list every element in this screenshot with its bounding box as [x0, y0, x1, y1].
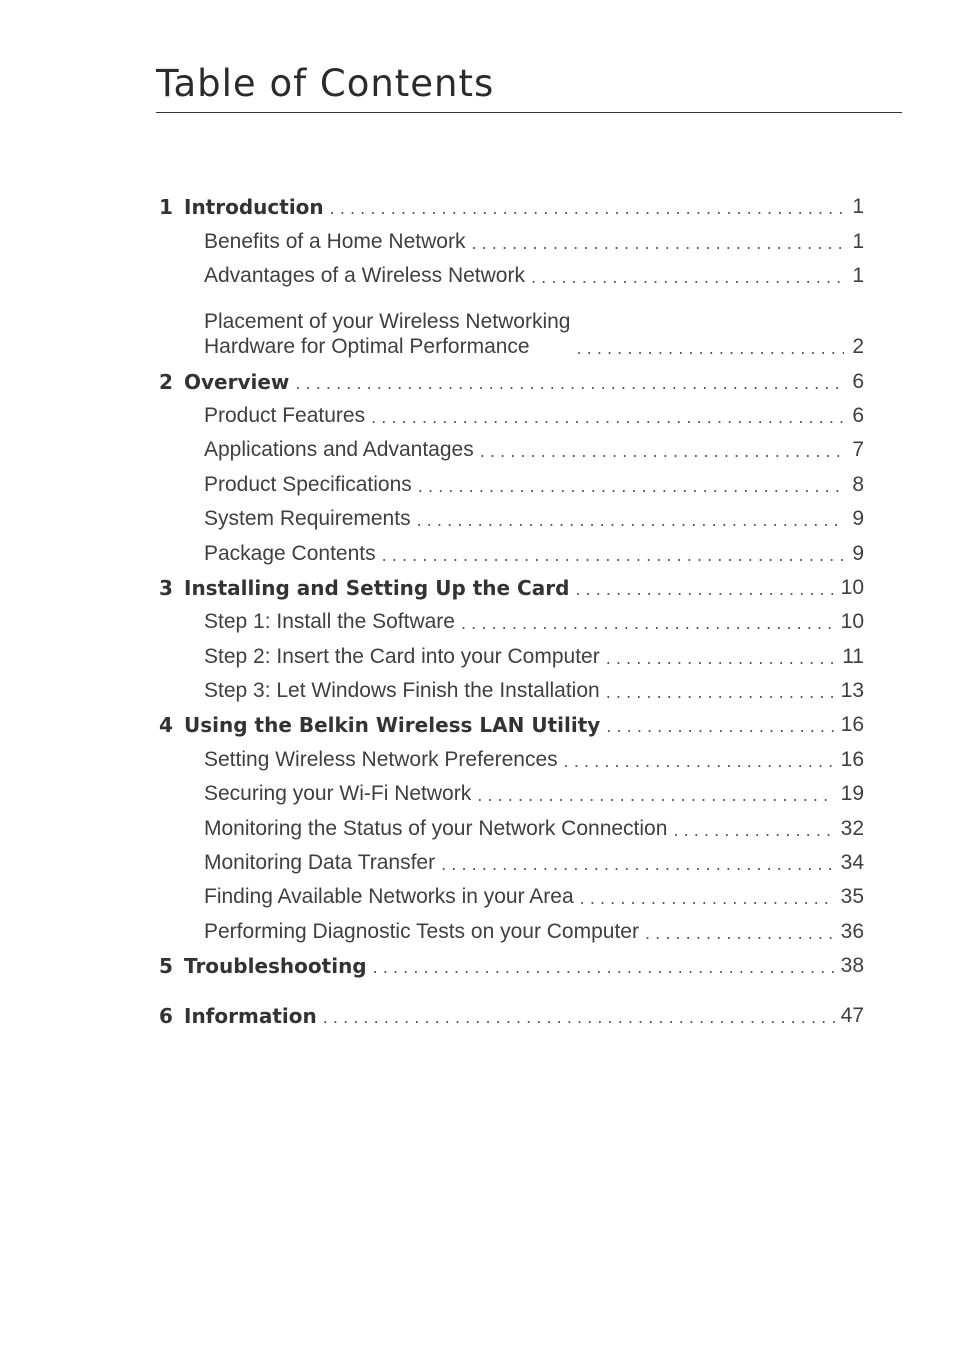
- page-number: 8: [852, 472, 864, 496]
- dot-leader: [580, 889, 835, 909]
- toc-section-entry[interactable]: [156, 293, 864, 364]
- entry-label: Setting Wireless Network Preferences: [204, 747, 558, 771]
- toc-section-entry[interactable]: [156, 880, 864, 914]
- toc-section-entry[interactable]: [156, 605, 864, 639]
- toc-section-entry[interactable]: [156, 467, 864, 501]
- toc-chapter-entry[interactable]: [156, 190, 864, 224]
- page-number: 36: [840, 919, 864, 943]
- toc-chapter-entry[interactable]: [156, 998, 864, 1032]
- page-number: 34: [840, 851, 864, 875]
- entry-label: Step 3: Let Windows Finish the Installation: [204, 679, 600, 703]
- toc-section-entry[interactable]: [156, 639, 864, 673]
- chapter-number: 1: [159, 195, 173, 220]
- toc-section-entry[interactable]: [156, 433, 864, 467]
- dot-leader: [418, 477, 844, 497]
- entry-label-line: Placement of your Wireless Networking: [204, 310, 571, 334]
- toc-section-entry[interactable]: [156, 259, 864, 293]
- page-number: 10: [840, 575, 864, 599]
- dot-leader: [323, 1008, 835, 1028]
- page-number: 2: [852, 335, 864, 359]
- page-number: 10: [840, 610, 864, 634]
- entry-label: Monitoring the Status of your Network Connection: [204, 816, 668, 840]
- page-number: 1: [852, 264, 864, 288]
- entry-label: Overview: [184, 369, 290, 394]
- toc-section-entry[interactable]: [156, 846, 864, 880]
- chapter-number: 5: [159, 954, 173, 979]
- title-divider: [156, 112, 902, 113]
- page-number: 11: [842, 644, 864, 668]
- page-number: 7: [852, 438, 864, 462]
- entry-label: Product Features: [204, 403, 366, 427]
- toc-chapter-entry[interactable]: [156, 949, 864, 983]
- dot-leader: [564, 752, 835, 772]
- table-of-contents: [156, 190, 864, 1033]
- dot-leader: [382, 546, 844, 566]
- page-number: 1: [852, 229, 864, 253]
- toc-section-entry[interactable]: [156, 674, 864, 708]
- dot-leader: [417, 511, 844, 531]
- page-number: 13: [840, 679, 864, 703]
- dot-leader: [330, 199, 844, 219]
- page-number: 16: [840, 747, 864, 771]
- dot-leader: [606, 649, 836, 669]
- toc-section-entry[interactable]: [156, 914, 864, 948]
- page-number: 9: [852, 541, 864, 565]
- entry-label: Using the Belkin Wireless LAN Utility: [184, 713, 601, 738]
- toc-chapter-entry[interactable]: [156, 571, 864, 605]
- entry-label-line: Hardware for Optimal Performance: [204, 335, 530, 359]
- entry-label: Step 1: Install the Software: [204, 610, 455, 634]
- entry-label: Step 2: Insert the Card into your Computer: [204, 644, 600, 668]
- entry-label: Information: [184, 1003, 317, 1028]
- page-number: 32: [840, 816, 864, 840]
- dot-leader: [471, 234, 844, 254]
- page-number: 35: [840, 885, 864, 909]
- entry-label: Finding Available Networks in your Area: [204, 885, 574, 909]
- dot-leader: [673, 821, 834, 841]
- dot-leader: [531, 268, 844, 288]
- page-number: 47: [840, 1003, 864, 1027]
- entry-label: Introduction: [184, 195, 324, 220]
- toc-section-entry[interactable]: [156, 742, 864, 776]
- entry-label: Applications and Advantages: [204, 438, 474, 462]
- page-title: Table of Contents: [156, 62, 495, 105]
- page-number: 16: [840, 713, 864, 737]
- page-number: 9: [852, 507, 864, 531]
- entry-label: Monitoring Data Transfer: [204, 851, 436, 875]
- entry-label: [204, 309, 570, 359]
- dot-leader: [480, 442, 844, 462]
- toc-section-entry[interactable]: [156, 224, 864, 258]
- page-number: 19: [840, 782, 864, 806]
- entry-label: Securing your Wi-Fi Network: [204, 782, 472, 806]
- dot-leader: [645, 924, 835, 944]
- dot-leader: [371, 408, 844, 428]
- dot-leader: [606, 717, 834, 737]
- chapter-number: 3: [159, 575, 173, 600]
- dot-leader: [295, 374, 844, 394]
- toc-section-entry[interactable]: [156, 777, 864, 811]
- entry-label: Benefits of a Home Network: [204, 229, 466, 253]
- page-number: 1: [852, 195, 864, 219]
- dot-leader: [441, 855, 835, 875]
- toc-chapter-entry[interactable]: [156, 708, 864, 742]
- entry-label: Package Contents: [204, 541, 376, 565]
- dot-leader: [373, 958, 835, 978]
- dot-leader: [606, 683, 835, 703]
- entry-label: Installing and Setting Up the Card: [184, 575, 570, 600]
- toc-section-entry[interactable]: [156, 536, 864, 570]
- dot-leader: [575, 580, 834, 600]
- toc-section-entry[interactable]: [156, 399, 864, 433]
- entry-label: Troubleshooting: [184, 954, 367, 979]
- chapter-number: 4: [159, 713, 173, 738]
- toc-section-entry[interactable]: [156, 811, 864, 845]
- page-number: 6: [852, 369, 864, 393]
- toc-chapter-entry[interactable]: [156, 364, 864, 398]
- chapter-number: 6: [159, 1003, 173, 1028]
- toc-section-entry[interactable]: [156, 502, 864, 536]
- dot-leader: [576, 339, 844, 359]
- dot-leader: [461, 614, 835, 634]
- entry-label: Advantages of a Wireless Network: [204, 264, 525, 288]
- page-number: 38: [840, 954, 864, 978]
- chapter-number: 2: [159, 369, 173, 394]
- entry-label: System Requirements: [204, 507, 411, 531]
- entry-label: Performing Diagnostic Tests on your Computer: [204, 919, 639, 943]
- dot-leader: [477, 786, 834, 806]
- entry-label: Product Specifications: [204, 472, 412, 496]
- page-number: 6: [852, 403, 864, 427]
